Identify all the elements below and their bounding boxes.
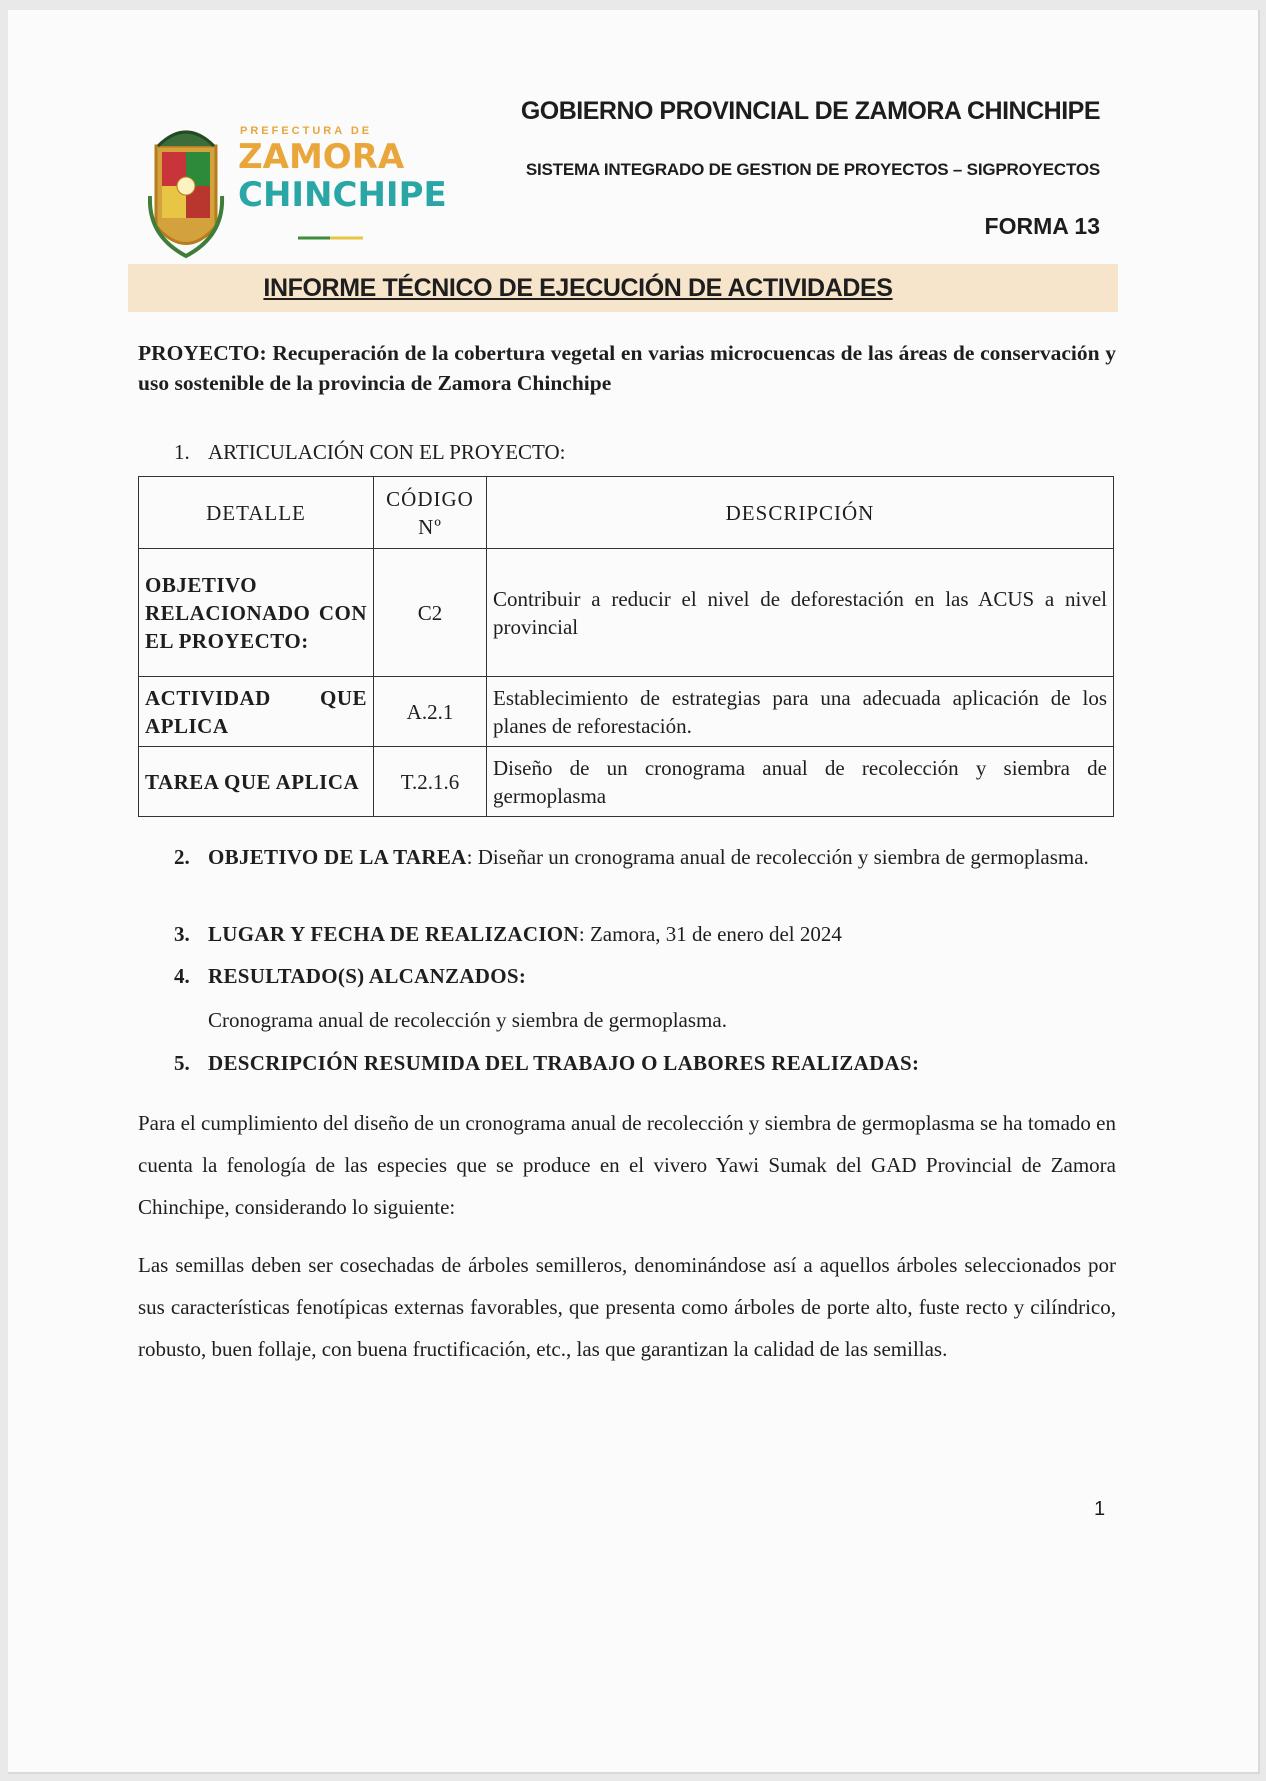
prefectura-logo	[148, 106, 448, 266]
form-number: FORMA 13	[984, 213, 1100, 239]
section-1-title: ARTICULACIÓN CON EL PROYECTO:	[208, 440, 566, 464]
table-row	[139, 677, 1114, 747]
row-code: T.2.1.6	[374, 747, 487, 817]
section-5	[174, 1051, 919, 1076]
header-description: DESCRIPCIÓN	[487, 477, 1114, 549]
project-text: Recuperación de la cobertura vegetal en varias microcuencas de las áreas de conservación y uso sostenible de la provincia de Zamora Chinchipe	[138, 341, 1117, 395]
articulation-table	[138, 476, 1114, 817]
section-2-title: OBJETIVO DE LA TAREA	[208, 845, 467, 869]
row-description: Contribuir a reducir el nivel de deforestación en las ACUS a nivel provincial	[487, 549, 1114, 677]
row-description: Establecimiento de estrategias para una adecuada aplicación de los planes de reforestación.	[487, 677, 1114, 747]
section-3-number: 3.	[174, 922, 190, 946]
section-4	[174, 964, 526, 989]
section-1-heading	[174, 440, 566, 465]
paragraph: Para el cumplimiento del diseño de un cronograma anual de recolección y siembra de germoplasma se ha tomado en cuenta la fenología de las especies que se produce en el vivero Yawi Sumak del GAD Provincial de Zamora Chinchipe, considerando lo siguiente:	[138, 1111, 1116, 1219]
logo-line2: CHINCHIPE	[238, 175, 447, 215]
header-code: CÓDIGO Nº	[374, 477, 487, 549]
row-detail: OBJETIVO RELACIONADO CON EL PROYECTO:	[139, 549, 374, 677]
system-name: SISTEMA INTEGRADO DE GESTION DE PROYECTOS – SIGPROYECTOS	[525, 160, 1100, 179]
row-description: Diseño de un cronograma anual de recolección y siembra de germoplasma	[487, 747, 1114, 817]
section-3-text: Zamora, 31 de enero del 2024	[589, 922, 842, 946]
table-row	[139, 747, 1114, 817]
section-5-title: DESCRIPCIÓN RESUMIDA DEL TRABAJO O LABORES REALIZADAS:	[208, 1051, 920, 1075]
row-code: C2	[374, 549, 487, 677]
header-detail: DETALLE	[139, 477, 374, 549]
page-number: 1	[1094, 1498, 1106, 1520]
title-banner	[128, 264, 1118, 312]
government-name: GOBIERNO PROVINCIAL DE ZAMORA CHINCHIPE	[520, 97, 1100, 125]
row-detail: TAREA QUE APLICA	[139, 747, 374, 817]
coat-of-arms-icon	[150, 132, 222, 256]
section-4-number: 4.	[174, 964, 190, 988]
section-3-title: LUGAR Y FECHA DE REALIZACION	[208, 922, 579, 946]
report-title: INFORME TÉCNICO DE EJECUCIÓN DE ACTIVIDADES	[263, 274, 893, 302]
project-label: PROYECTO	[138, 341, 260, 365]
section-1-number: 1.	[174, 440, 190, 464]
section-4-result: Cronograma anual de recolección y siembra de germoplasma.	[208, 1008, 727, 1032]
section-2-text: Diseñar un cronograma anual de recolección y siembra de germoplasma.	[477, 845, 1089, 869]
logo-line1: ZAMORA	[238, 137, 405, 177]
row-code: A.2.1	[374, 677, 487, 747]
project-description: PROYECTO: Recuperación de la cobertura vegetal en varias microcuencas de las áreas de conservación y uso sostenible de la provincia de Zamora Chinchipe	[138, 341, 1117, 395]
table-header-row	[139, 477, 1114, 549]
paragraph: Las semillas deben ser cosechadas de árboles semilleros, denominándose así a aquellos árboles seleccionados por sus características fenotípicas externas favorables, que presenta como árboles de porte alto, fuste recto y cilíndrico, robusto, buen follaje, con buena fructificación, etc., las que garantizan la calidad de las semillas.	[138, 1253, 1116, 1361]
section-5-number: 5.	[174, 1051, 190, 1075]
row-detail: ACTIVIDAD QUE APLICA	[139, 677, 374, 747]
section-2: 2. OBJETIVO DE LA TAREA: Diseñar un cronograma anual de recolección y siembra de germoplasma.	[174, 836, 1114, 878]
document-page	[8, 10, 1260, 1774]
table-row	[139, 549, 1114, 677]
section-4-title: RESULTADO(S) ALCANZADOS:	[208, 964, 527, 988]
logo-small-text: PREFECTURA DE	[240, 125, 373, 137]
section-3: 3. LUGAR Y FECHA DE REALIZACION: Zamora, 31 de enero del 2024	[174, 922, 842, 946]
section-2-number: 2.	[174, 845, 190, 869]
